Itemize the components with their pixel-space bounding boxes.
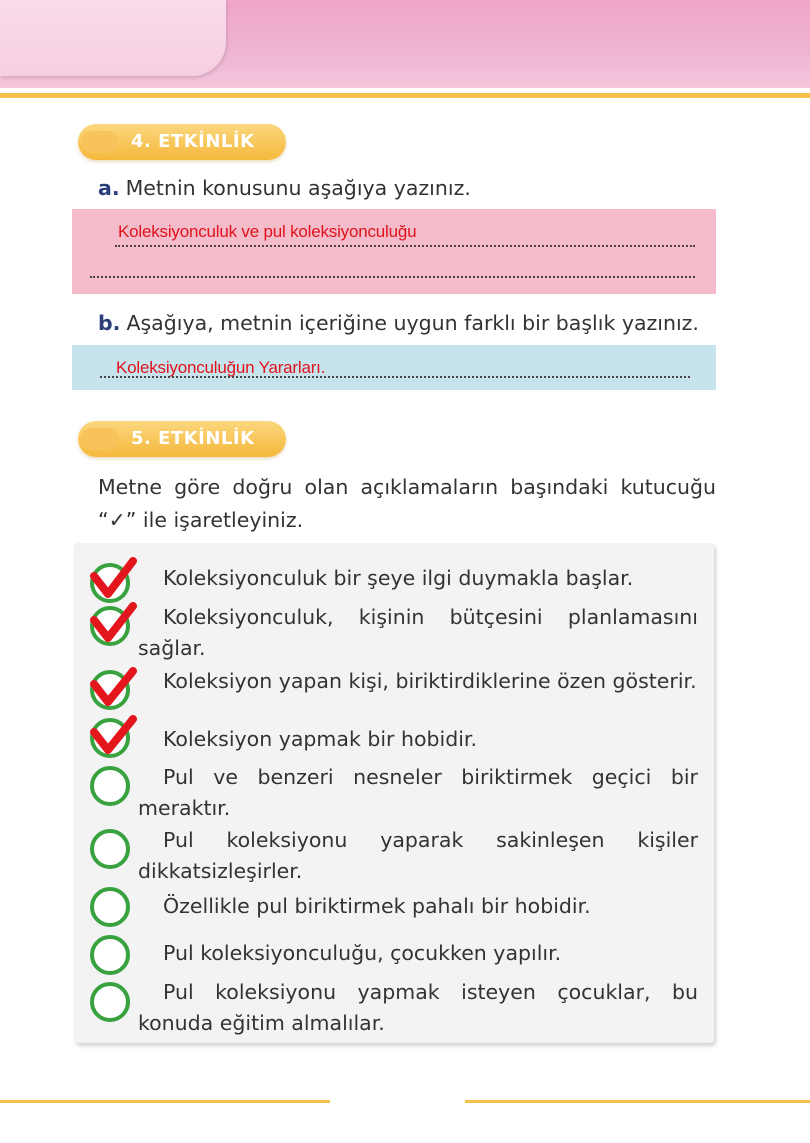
statement-2: Koleksiyonculuk, kişinin bütçesini planlamasını sağlar. bbox=[138, 605, 698, 660]
answer-a-line-2 bbox=[90, 276, 695, 278]
activity-5-instruction: Metne göre doğru olan açıklamaların başındaki kutucuğu “✓” ile işaretleyiniz. bbox=[98, 475, 716, 532]
question-b-label: b. bbox=[98, 311, 121, 335]
top-header-band bbox=[0, 0, 810, 88]
statement-5: Pul ve benzeri nesneler biriktirmek geçici bir meraktır. bbox=[138, 765, 698, 820]
statement-checkbox-9[interactable] bbox=[90, 982, 130, 1022]
statement-checkbox-4[interactable] bbox=[90, 718, 130, 758]
statement-4: Koleksiyon yapmak bir hobidir. bbox=[163, 727, 477, 751]
question-a bbox=[98, 176, 471, 200]
statement-7: Özellikle pul biriktirmek pahalı bir hobidir. bbox=[163, 894, 591, 918]
statement-checkbox-6[interactable] bbox=[90, 829, 130, 869]
statement-checkbox-1[interactable] bbox=[90, 563, 130, 603]
statement-1: Koleksiyonculuk bir şeye ilgi duymakla başlar. bbox=[163, 566, 634, 590]
statement-checkbox-7[interactable] bbox=[90, 887, 130, 927]
bottom-divider-right bbox=[465, 1100, 810, 1103]
activity-4-title: 4. ETKİNLİK bbox=[131, 131, 255, 152]
answer-b-text: Koleksiyonculuğun Yararları. bbox=[116, 358, 326, 377]
question-b bbox=[98, 311, 699, 335]
statement-checkbox-3[interactable] bbox=[90, 670, 130, 710]
statement-checkbox-8[interactable] bbox=[90, 935, 130, 975]
question-b-text: Aşağıya, metnin içeriğine uygun farklı bir başlık yazınız. bbox=[126, 311, 699, 335]
bottom-divider-left bbox=[0, 1100, 330, 1103]
activity-badge-icon bbox=[81, 428, 119, 450]
answer-a-text: Koleksiyonculuk ve pul koleksiyonculuğu bbox=[118, 222, 417, 241]
statement-6: Pul koleksiyonu yaparak sakinleşen kişiler dikkatsizleşirler. bbox=[138, 828, 698, 883]
statement-checkbox-5[interactable] bbox=[90, 766, 130, 806]
statement-8: Pul koleksiyonculuğu, çocukken yapılır. bbox=[163, 941, 562, 965]
activity-4-header bbox=[78, 124, 286, 160]
top-header-tab bbox=[0, 0, 226, 76]
question-a-text: Metnin konusunu aşağıya yazınız. bbox=[125, 176, 471, 200]
answer-a-line-1 bbox=[115, 245, 695, 247]
statement-checkbox-2[interactable] bbox=[90, 606, 130, 646]
statement-9: Pul koleksiyonu yapmak isteyen çocuklar, bu konuda eğitim almalılar. bbox=[138, 980, 698, 1035]
activity-5-header bbox=[78, 421, 286, 457]
activity-badge-icon bbox=[81, 131, 119, 153]
question-a-label: a. bbox=[98, 176, 120, 200]
activity-5-title: 5. ETKİNLİK bbox=[131, 428, 255, 449]
top-divider-line bbox=[0, 93, 810, 98]
statement-3: Koleksiyon yapan kişi, biriktirdiklerine özen gösterir. bbox=[163, 669, 697, 693]
